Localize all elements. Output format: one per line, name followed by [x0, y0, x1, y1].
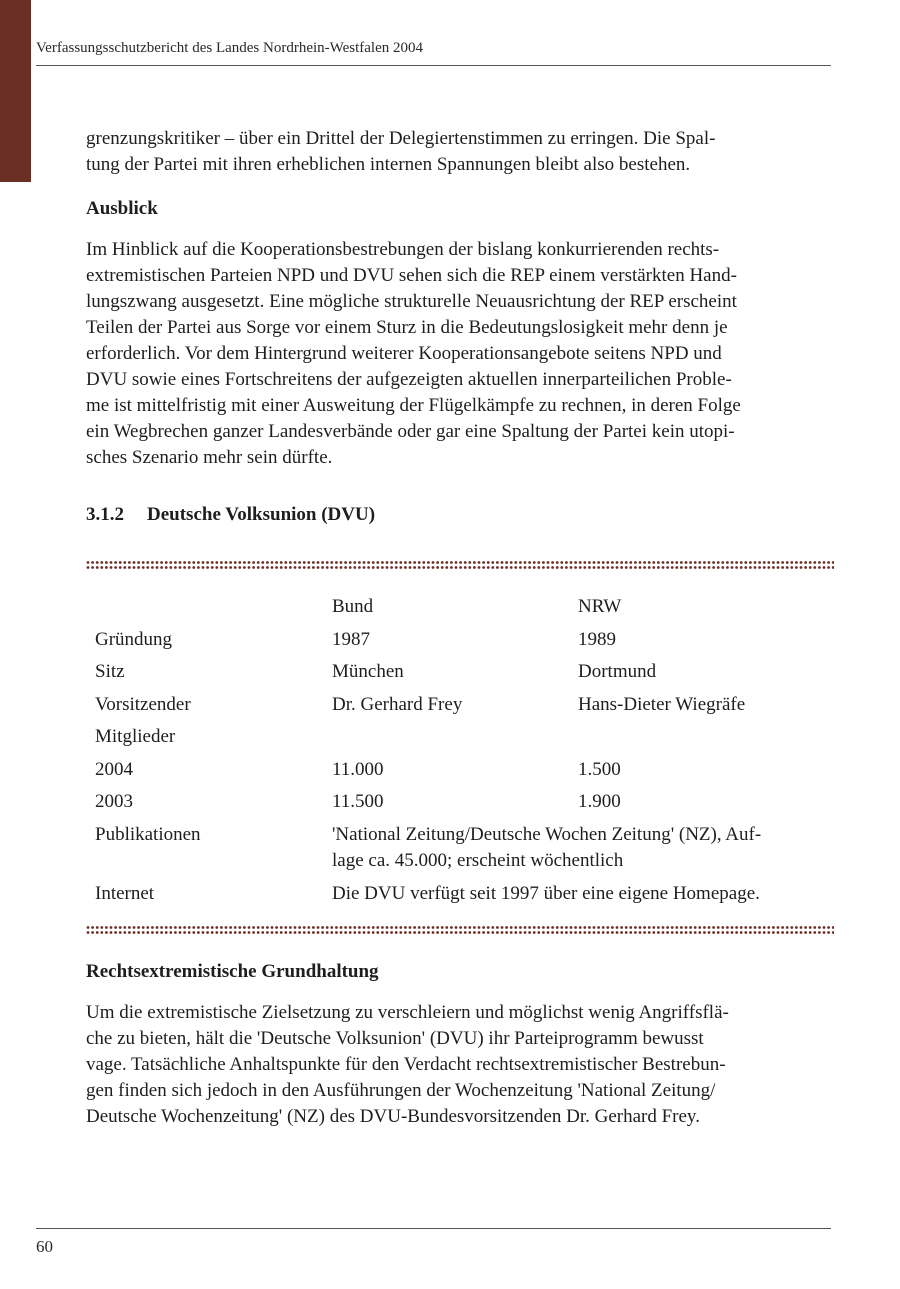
cell-nrw: 1.900: [578, 791, 621, 812]
grundhaltung-heading: Rechtsextremistische Grundhaltung: [86, 961, 379, 982]
table-row: [95, 757, 838, 790]
section-number: 3.1.2: [86, 504, 124, 525]
row-label: 2003: [95, 791, 133, 812]
grundhaltung-paragraph: [86, 1000, 834, 1130]
dot-pattern: [86, 560, 834, 570]
text-line: sches Szenario mehr sein dürfte.: [86, 447, 333, 468]
row-label: Mitglieder: [95, 726, 176, 747]
header-rule: [36, 65, 831, 66]
dotted-rule-bottom: [86, 925, 834, 935]
text-line: lage ca. 45.000; erscheint wöchentlich: [332, 849, 624, 871]
section-title: Deutsche Volksunion (DVU): [147, 504, 376, 525]
text-line: ein Wegbrechen ganzer Landesverbände oder gar eine Spaltung der Partei kein utopi-: [86, 421, 735, 442]
table-row: [95, 659, 838, 692]
text-line: Im Hinblick auf die Kooperationsbestrebungen der bislang konkurrierenden rechts-: [86, 239, 720, 260]
ausblick-paragraph: [86, 237, 834, 471]
cell-nrw: Hans-Dieter Wiegräfe: [578, 693, 746, 715]
text-line: che zu bieten, hält die 'Deutsche Volksunion' (DVU) ihr Parteiprogramm bewusst: [86, 1028, 704, 1049]
footer-rule: [36, 1228, 831, 1229]
cell-bund: Dr. Gerhard Frey: [332, 693, 463, 715]
text-line: Deutsche Wochenzeitung' (NZ) des DVU-Bundesvorsitzenden Dr. Gerhard Frey.: [86, 1106, 700, 1127]
text-line: erforderlich. Vor dem Hintergrund weiterer Kooperationsangebote seitens NPD und: [86, 343, 722, 364]
text-line: Um die extremistische Zielsetzung zu verschleiern und möglichst wenig Angriffsflä-: [86, 1002, 729, 1023]
table-row: [95, 692, 838, 725]
row-label: 2004: [95, 758, 133, 780]
text-line: extremistischen Parteien NPD und DVU sehen sich die REP einem verstärkten Hand-: [86, 265, 737, 286]
dotted-rule-top: [86, 560, 834, 570]
cell-publikationen: [332, 822, 838, 881]
text-line: Teilen der Partei aus Sorge vor einem Sturz in die Bedeutungslosigkeit mehr denn je: [86, 317, 728, 338]
table-row: [95, 822, 838, 881]
running-header: Verfassungsschutzbericht des Landes Nordrhein-Westfalen 2004: [36, 40, 424, 56]
party-facts-table: [95, 594, 838, 913]
intro-paragraph: [86, 126, 834, 178]
col-header-nrw: NRW: [578, 596, 622, 617]
text-line: DVU sowie eines Fortschreitens der aufgezeigten aktuellen innerparteilichen Proble-: [86, 369, 732, 390]
col-header-bund: Bund: [332, 596, 374, 617]
table-row: [95, 724, 838, 757]
text-line: tung der Partei mit ihren erheblichen internen Spannungen bleibt also bestehen.: [86, 154, 691, 175]
cell-bund: 1987: [332, 628, 370, 650]
text-line: 'National Zeitung/Deutsche Wochen Zeitung' (NZ), Auf-: [332, 823, 762, 845]
cell-bund: 11.000: [332, 758, 384, 780]
row-label: Gründung: [95, 628, 173, 650]
cell-internet: Die DVU verfügt seit 1997 über eine eigene Homepage.: [332, 882, 760, 904]
section-heading: [86, 504, 375, 526]
text-line: vage. Tatsächliche Anhaltspunkte für den Verdacht rechtsextremistischer Bestrebun-: [86, 1054, 726, 1075]
row-label: Sitz: [95, 661, 125, 682]
cell-nrw: Dortmund: [578, 661, 657, 682]
cell-bund: München: [332, 661, 404, 682]
text-line: lungszwang ausgesetzt. Eine mögliche strukturelle Neuausrichtung der REP erscheint: [86, 291, 737, 312]
text-line: gen finden sich jedoch in den Ausführungen der Wochenzeitung 'National Zeitung/: [86, 1080, 716, 1101]
ausblick-heading: Ausblick: [86, 198, 158, 219]
table-row: [95, 881, 838, 914]
row-label: Internet: [95, 882, 155, 904]
dot-pattern: [86, 925, 834, 935]
cell-nrw: 1989: [578, 628, 616, 650]
row-label: Publikationen: [95, 823, 201, 845]
chapter-tab-bar: [0, 0, 31, 182]
page-number: 60: [36, 1237, 53, 1256]
text-line: me ist mittelfristig mit einer Ausweitung der Flügelkämpfe zu rechnen, in deren Folge: [86, 395, 741, 416]
table-row: [95, 789, 838, 822]
table-row: [95, 627, 838, 660]
cell-nrw: 1.500: [578, 758, 621, 780]
text-line: grenzungskritiker – über ein Drittel der Delegiertenstimmen zu erringen. Die Spal-: [86, 128, 716, 149]
cell-bund: 11.500: [332, 791, 384, 812]
row-label: Vorsitzender: [95, 693, 191, 715]
table-row: [95, 594, 838, 627]
